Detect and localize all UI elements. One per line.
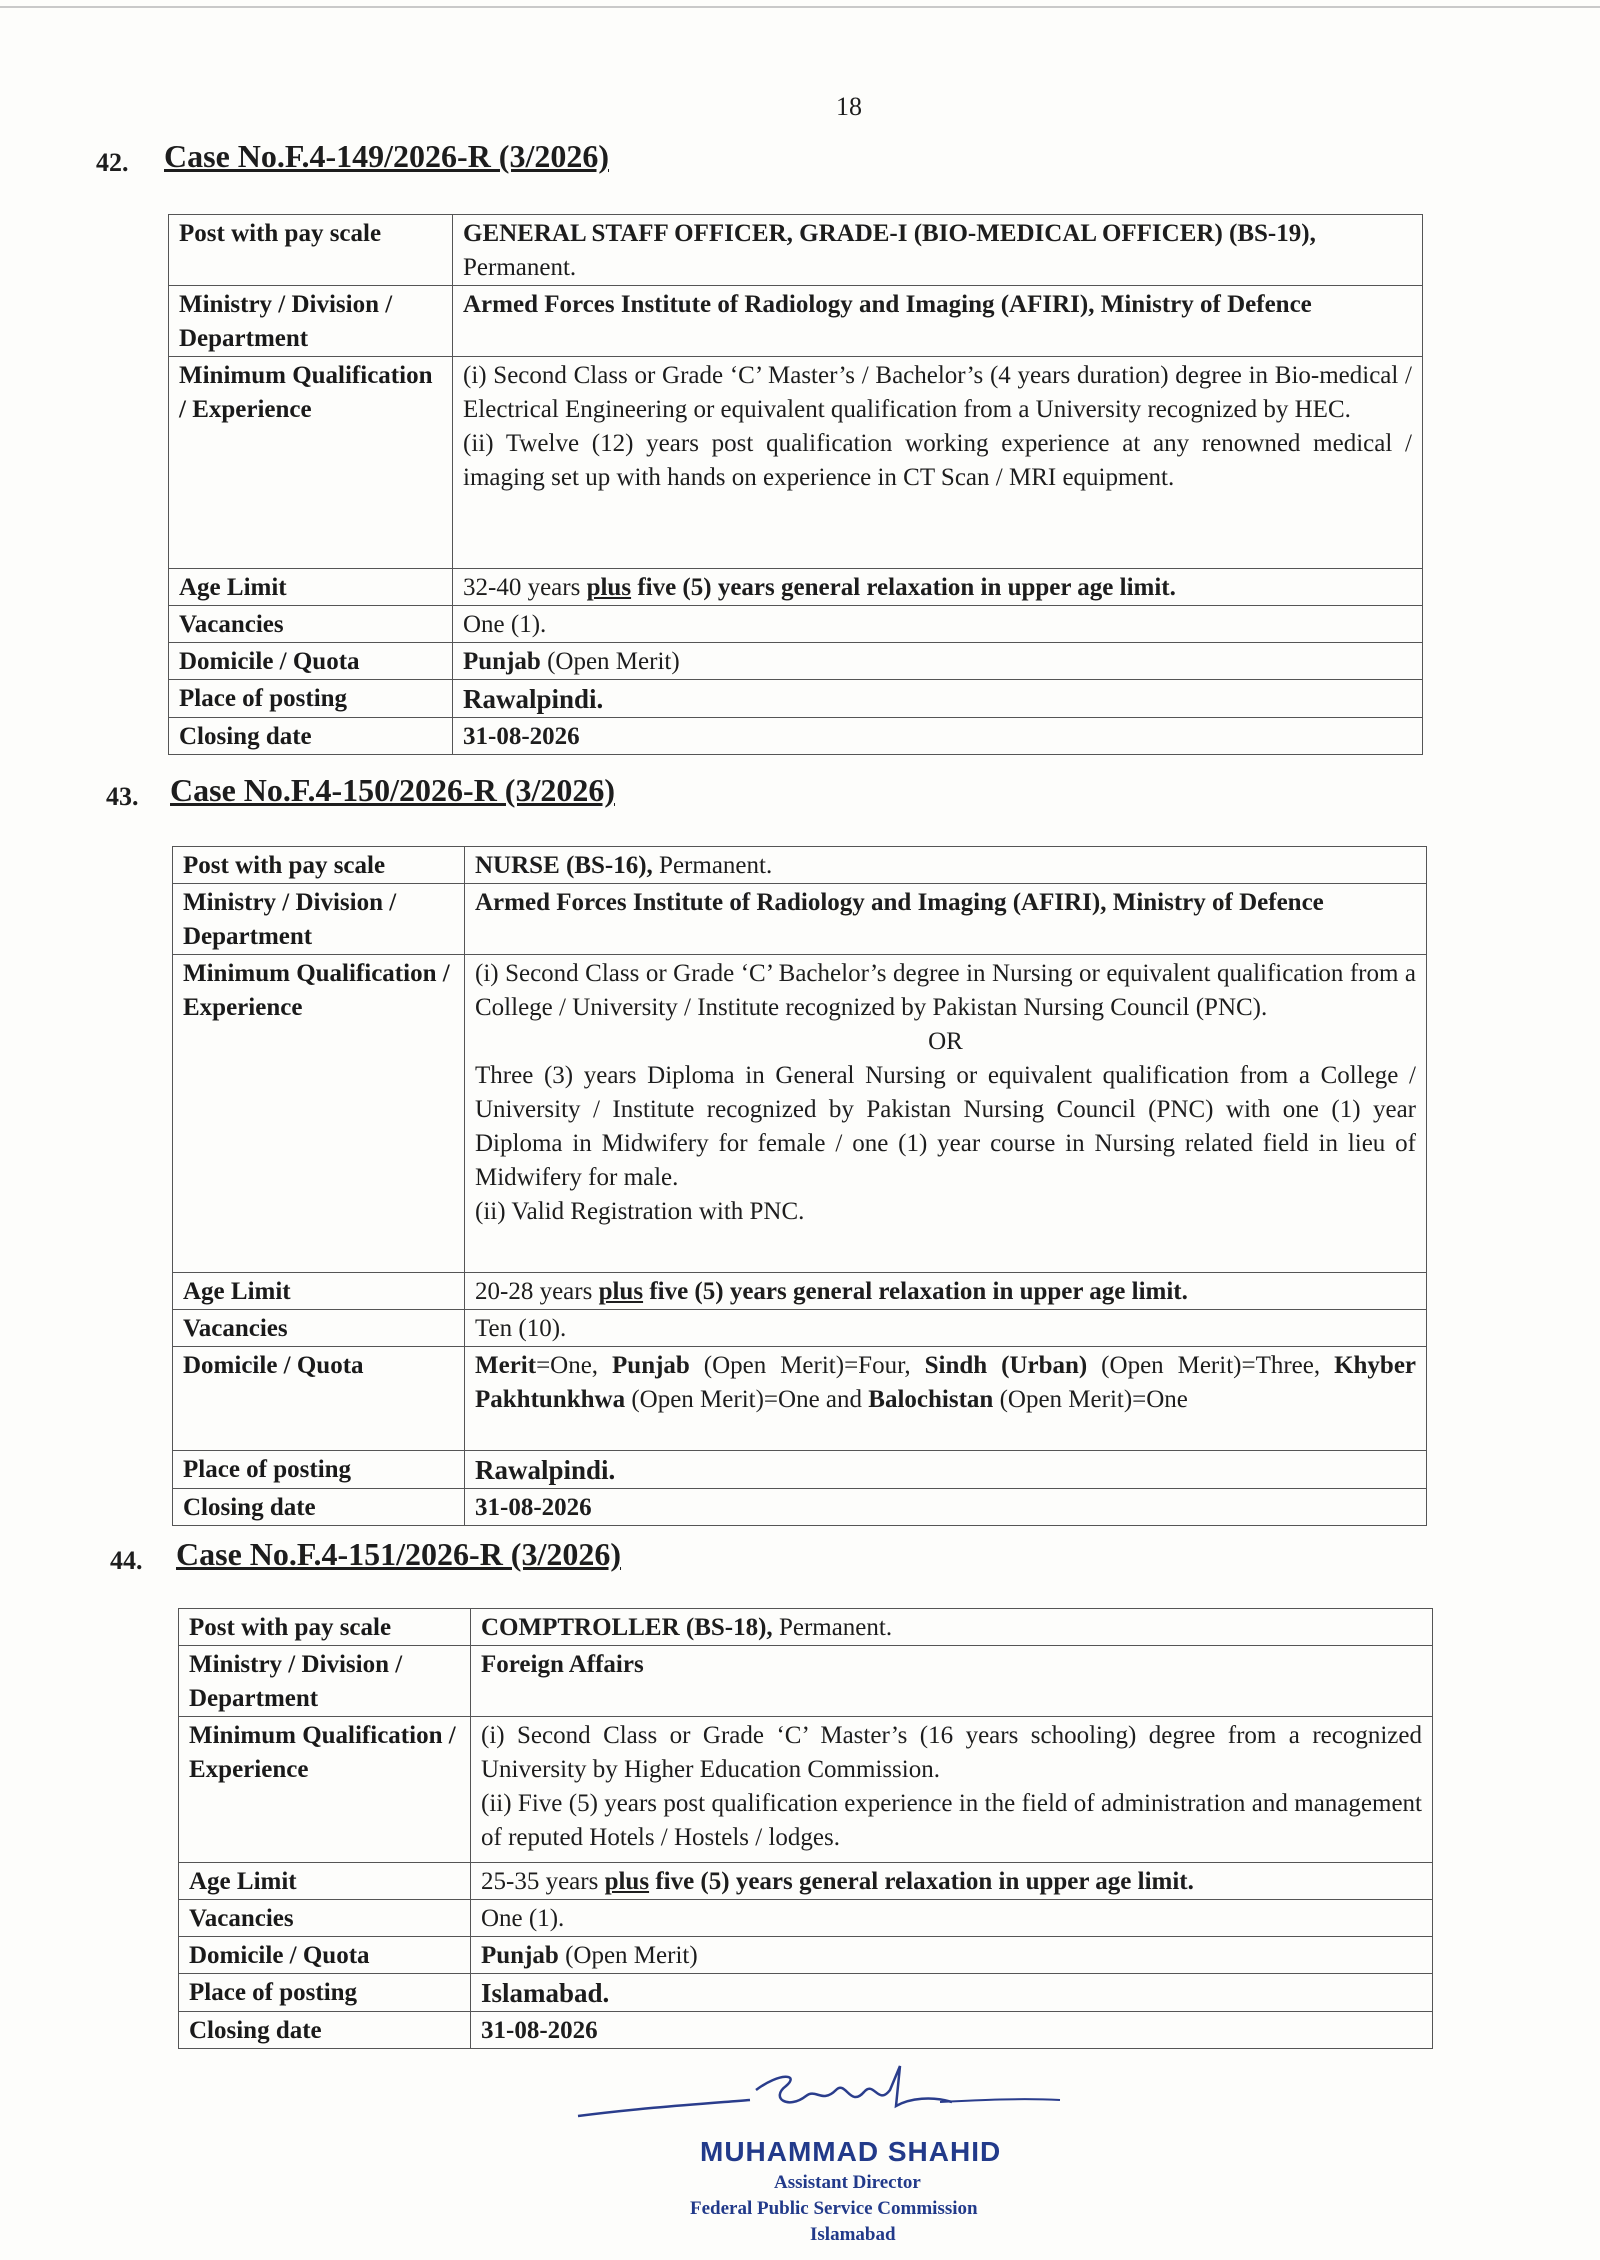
row-closing xyxy=(169,718,1423,755)
age-range: 20-28 years xyxy=(475,1278,599,1305)
case-number: 42. xyxy=(96,148,129,177)
row-vacancies xyxy=(179,1900,1433,1937)
age-plus: plus xyxy=(598,1278,644,1305)
value-domicile xyxy=(471,1937,1433,1974)
row-post xyxy=(169,215,1423,286)
value-age xyxy=(471,1863,1433,1900)
case-number: 43. xyxy=(106,782,139,811)
qualification-item: (i) Second Class or Grade ‘C’ Bachelor’s degree in Nursing or equivalent qualification from a College / University / Institute recognized by Pakistan Nursing Council (PNC). xyxy=(475,960,1416,1021)
case-details-table xyxy=(172,846,1427,1526)
value-closing: 31-08-2026 xyxy=(453,718,1423,755)
row-qualification xyxy=(173,955,1427,1273)
value-vacancies: One (1). xyxy=(453,606,1423,643)
domicile-text: =One, xyxy=(536,1352,613,1379)
row-age xyxy=(169,569,1423,606)
row-posting xyxy=(169,680,1423,718)
label-posting: Place of posting xyxy=(169,680,453,718)
domicile-text: (Open Merit)=One and xyxy=(625,1386,869,1413)
case-title: Case No.F.4-150/2026-R (3/2026) xyxy=(170,772,615,808)
value-ministry: Foreign Affairs xyxy=(471,1646,1433,1717)
domicile-province: Punjab xyxy=(463,648,541,675)
domicile-text: (Open Merit)=One xyxy=(993,1386,1188,1413)
label-post: Post with pay scale xyxy=(173,847,465,884)
label-vacancies: Vacancies xyxy=(179,1900,471,1937)
signature-block xyxy=(560,2060,1120,2245)
label-domicile: Domicile / Quota xyxy=(173,1347,465,1451)
age-relaxation: five (5) years general relaxation in upper age limit. xyxy=(649,1868,1194,1895)
age-plus: plus xyxy=(586,574,632,601)
label-ministry: Ministry / Division / Department xyxy=(179,1646,471,1717)
case-42 xyxy=(96,138,1412,750)
case-header xyxy=(110,1536,1370,1592)
row-vacancies xyxy=(169,606,1423,643)
label-domicile: Domicile / Quota xyxy=(179,1937,471,1974)
post-status: Permanent. xyxy=(463,254,577,281)
row-domicile xyxy=(173,1347,1427,1451)
domicile-text: (Open Merit)=Three, xyxy=(1087,1352,1335,1379)
signatory-office: Federal Public Service Commission xyxy=(690,2198,978,2219)
value-post xyxy=(471,1609,1433,1646)
label-domicile: Domicile / Quota xyxy=(169,643,453,680)
row-post xyxy=(173,847,1427,884)
row-closing xyxy=(173,1489,1427,1526)
domicile-quota: (Open Merit) xyxy=(558,1942,698,1969)
label-qualification: Minimum Qualification / Experience xyxy=(179,1717,471,1863)
post-title: COMPTROLLER (BS-18), xyxy=(481,1614,773,1641)
domicile-sindh: Sindh (Urban) xyxy=(924,1352,1088,1379)
qualification-item: (ii) Five (5) years post qualification experience in the field of administration and management of reputed Hotels / Hostels / lodges. xyxy=(481,1790,1422,1851)
value-post xyxy=(465,847,1427,884)
label-age: Age Limit xyxy=(179,1863,471,1900)
label-closing: Closing date xyxy=(179,2012,471,2049)
domicile-province: Punjab xyxy=(481,1942,559,1969)
qualification-item: (i) Second Class or Grade ‘C’ Master’s (16 years schooling) degree from a recognized University by Higher Education Commission. xyxy=(481,1722,1422,1783)
case-header xyxy=(106,772,1366,828)
label-age: Age Limit xyxy=(169,569,453,606)
case-details-table xyxy=(168,214,1423,755)
value-posting: Rawalpindi. xyxy=(453,680,1423,718)
value-closing: 31-08-2026 xyxy=(465,1489,1427,1526)
row-vacancies xyxy=(173,1310,1427,1347)
case-header xyxy=(96,138,1356,194)
domicile-kp: Khyber Pakhtunkhwa xyxy=(475,1352,1417,1413)
row-qualification xyxy=(169,357,1423,569)
row-ministry xyxy=(169,286,1423,357)
qualification-or: OR xyxy=(928,1028,963,1055)
value-vacancies: Ten (10). xyxy=(465,1310,1427,1347)
label-closing: Closing date xyxy=(169,718,453,755)
signatory-name: MUHAMMAD SHAHID xyxy=(700,2136,1002,2167)
value-vacancies: One (1). xyxy=(471,1900,1433,1937)
row-ministry xyxy=(179,1646,1433,1717)
age-range: 25-35 years xyxy=(481,1868,605,1895)
row-posting xyxy=(179,1974,1433,2012)
label-posting: Place of posting xyxy=(179,1974,471,2012)
label-vacancies: Vacancies xyxy=(169,606,453,643)
post-title: NURSE (BS-16), xyxy=(475,852,653,879)
value-qualification xyxy=(453,357,1423,569)
row-domicile xyxy=(179,1937,1433,1974)
row-qualification xyxy=(179,1717,1433,1863)
qualification-item: (i) Second Class or Grade ‘C’ Master’s / Bachelor’s (4 years duration) degree in Bio-medical / Electrical Engineering or equivalent qualification from a University recognized by HEC. xyxy=(463,362,1412,423)
label-qualification: Minimum Qualification / Experience xyxy=(173,955,465,1273)
case-44 xyxy=(110,1536,1422,2044)
post-status: Permanent. xyxy=(652,852,773,879)
domicile-quota: (Open Merit) xyxy=(540,648,680,675)
row-ministry xyxy=(173,884,1427,955)
label-post: Post with pay scale xyxy=(179,1609,471,1646)
label-qualification: Minimum Qualification / Experience xyxy=(169,357,453,569)
value-posting: Islamabad. xyxy=(471,1974,1433,2012)
label-ministry: Ministry / Division / Department xyxy=(173,884,465,955)
domicile-punjab: Punjab xyxy=(612,1352,690,1379)
post-status: Permanent. xyxy=(772,1614,893,1641)
row-closing xyxy=(179,2012,1433,2049)
post-title: GENERAL STAFF OFFICER, GRADE-I (BIO-MEDICAL OFFICER) (BS-19), xyxy=(463,220,1316,247)
label-closing: Closing date xyxy=(173,1489,465,1526)
case-number: 44. xyxy=(110,1546,143,1575)
value-posting: Rawalpindi. xyxy=(465,1451,1427,1489)
value-age xyxy=(453,569,1423,606)
label-age: Age Limit xyxy=(173,1273,465,1310)
age-range: 32-40 years xyxy=(463,574,587,601)
qualification-item: (ii) Twelve (12) years post qualification working experience at any renowned medical / imaging set up with hands on experience in CT Scan / MRI equipment. xyxy=(463,430,1412,491)
signatory-city: Islamabad xyxy=(810,2224,896,2245)
label-post: Post with pay scale xyxy=(169,215,453,286)
value-qualification xyxy=(471,1717,1433,1863)
case-43 xyxy=(106,772,1417,1521)
case-title: Case No.F.4-151/2026-R (3/2026) xyxy=(176,1536,621,1572)
value-post xyxy=(453,215,1423,286)
domicile-text: (Open Merit)=Four, xyxy=(689,1352,925,1379)
row-age xyxy=(179,1863,1433,1900)
value-closing: 31-08-2026 xyxy=(471,2012,1433,2049)
qualification-item: (ii) Valid Registration with PNC. xyxy=(475,1198,805,1225)
value-domicile xyxy=(465,1347,1427,1451)
label-ministry: Ministry / Division / Department xyxy=(169,286,453,357)
signatory-designation: Assistant Director xyxy=(774,2172,921,2193)
domicile-balochistan: Balochistan xyxy=(868,1386,994,1413)
age-relaxation: five (5) years general relaxation in upper age limit. xyxy=(643,1278,1188,1305)
value-qualification xyxy=(465,955,1427,1273)
top-border-line xyxy=(0,6,1600,8)
qualification-item: Three (3) years Diploma in General Nursing or equivalent qualification from a College / University / Institute recognized by Pakistan Nursing Council (PNC) with one (1) year Diploma in Midwifery for female / one (1) year course in Nursing related field in lieu of Midwifery for male. xyxy=(475,1062,1416,1191)
label-vacancies: Vacancies xyxy=(173,1310,465,1347)
value-domicile xyxy=(453,643,1423,680)
domicile-merit: Merit xyxy=(475,1352,537,1379)
row-age xyxy=(173,1273,1427,1310)
age-plus: plus xyxy=(604,1868,650,1895)
row-post xyxy=(179,1609,1433,1646)
label-posting: Place of posting xyxy=(173,1451,465,1489)
age-relaxation: five (5) years general relaxation in upper age limit. xyxy=(631,574,1176,601)
page-number: 18 xyxy=(836,92,862,121)
value-ministry: Armed Forces Institute of Radiology and Imaging (AFIRI), Ministry of Defence xyxy=(465,884,1427,955)
value-ministry: Armed Forces Institute of Radiology and Imaging (AFIRI), Ministry of Defence xyxy=(453,286,1423,357)
case-title: Case No.F.4-149/2026-R (3/2026) xyxy=(164,138,609,174)
case-details-table xyxy=(178,1608,1433,2049)
row-domicile xyxy=(169,643,1423,680)
row-posting xyxy=(173,1451,1427,1489)
value-age xyxy=(465,1273,1427,1310)
